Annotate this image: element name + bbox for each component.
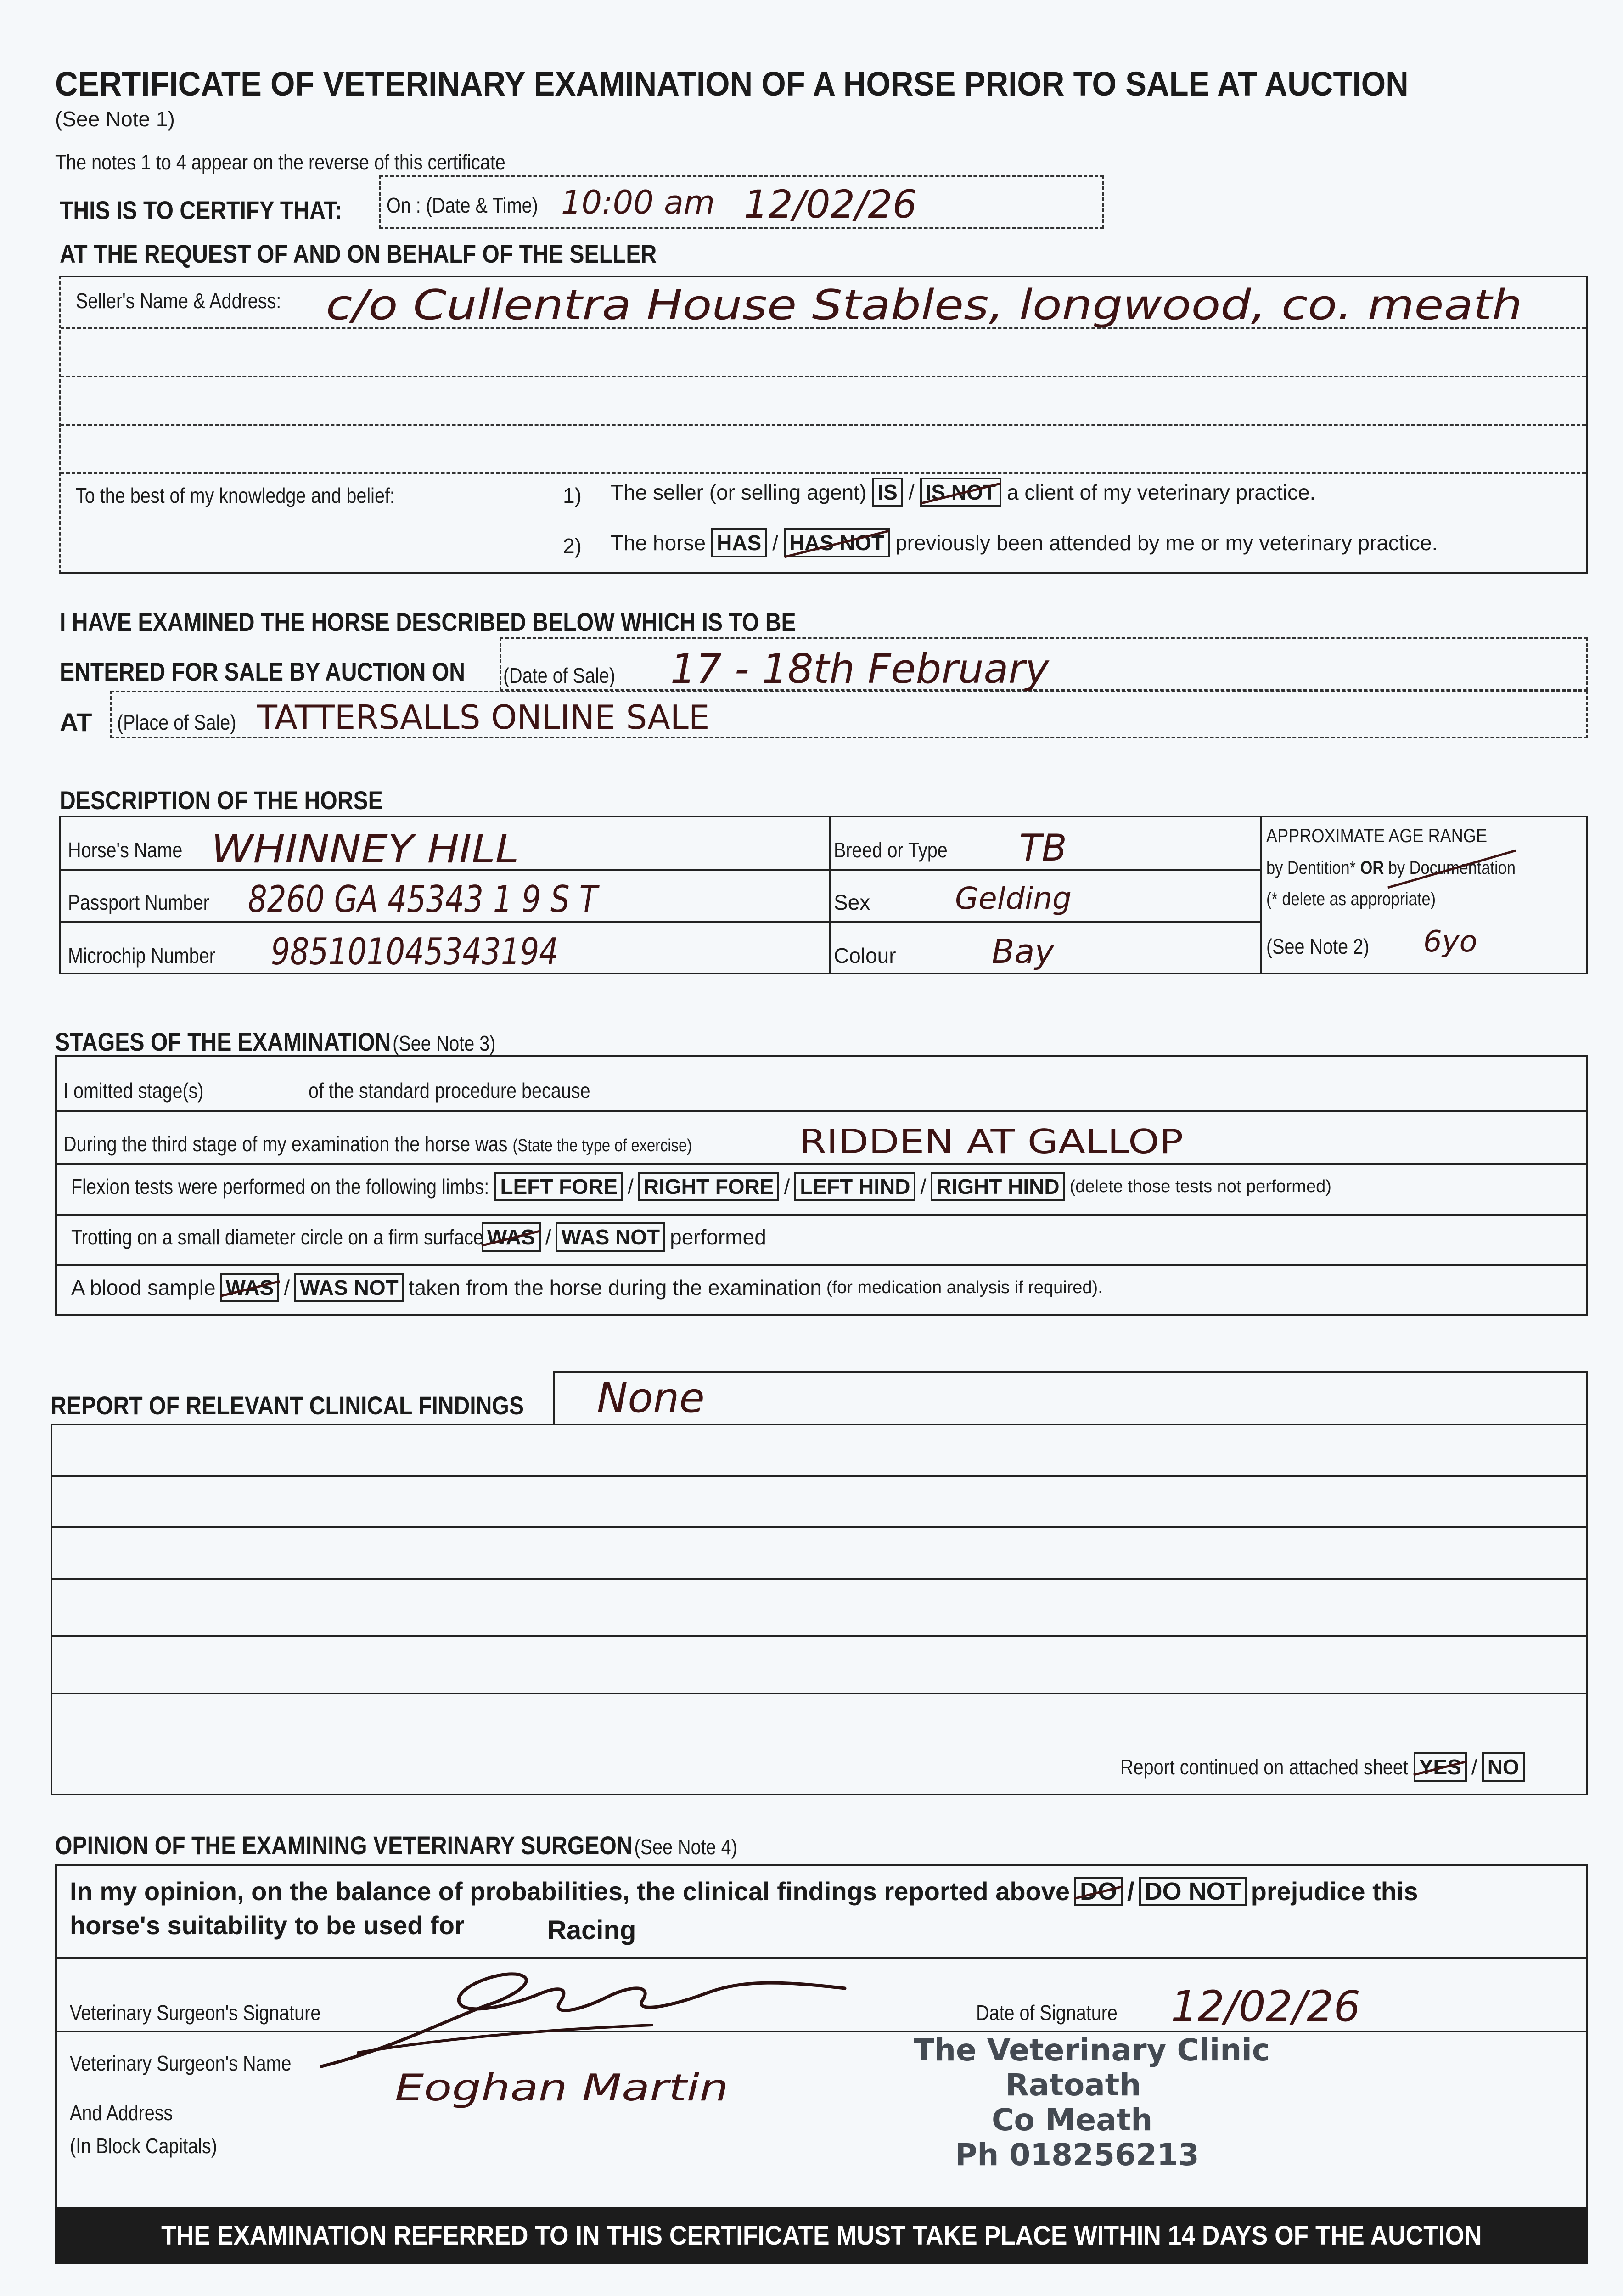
clinic-stamp-line-1: The Veterinary Clinic xyxy=(914,2032,1270,2068)
stages-line-4 xyxy=(55,1264,1588,1266)
signature-date-value: 12/02/26 xyxy=(1171,1982,1361,2031)
address-label: And Address xyxy=(70,2101,173,2125)
intended-use-value: Racing xyxy=(547,1915,636,1945)
age-range-heading: APPROXIMATE AGE RANGE xyxy=(1266,825,1488,846)
clinic-stamp-line-3: Co Meath xyxy=(992,2102,1153,2138)
description-divider-2 xyxy=(1260,816,1262,974)
do-not-option[interactable]: DO NOT xyxy=(1139,1877,1247,1906)
description-row-line-2 xyxy=(59,921,1261,923)
colour-value: Bay xyxy=(992,932,1055,971)
sex-value: Gelding xyxy=(955,881,1072,916)
breed-label: Breed or Type xyxy=(834,838,948,862)
microchip-label: Microchip Number xyxy=(68,944,215,968)
surgeon-name-value: Eoghan Martin xyxy=(395,2066,729,2109)
right-hind-option[interactable]: RIGHT HIND xyxy=(931,1172,1065,1201)
description-divider-1 xyxy=(829,816,831,974)
surgeon-name-label: Veterinary Surgeon's Name xyxy=(70,2051,292,2075)
microchip-value: 985101045343194 xyxy=(271,930,559,973)
signature-label: Veterinary Surgeon's Signature xyxy=(70,2001,321,2025)
seller-client-row: The seller (or selling agent) IS / IS NOT a client of my veterinary practice. xyxy=(611,478,1315,507)
age-delete-note: (* delete as appropriate) xyxy=(1266,889,1436,909)
sale-date-value: 17 - 18th February xyxy=(670,645,1049,692)
place-of-sale-label: (Place of Sale) xyxy=(117,710,236,734)
exam-time-value: 10:00 am xyxy=(561,184,715,221)
seller-line-3 xyxy=(61,424,1586,426)
horse-name-label: Horse's Name xyxy=(68,838,183,862)
stages-line-1 xyxy=(55,1110,1588,1112)
opinion-heading: OPINION OF THE EXAMINING VETERINARY SURGEON (See Note 4) xyxy=(55,1831,737,1860)
blood-sample-row: A blood sample WAS / WAS NOT taken from the horse during the examination (for medication analysis if required). xyxy=(71,1273,1103,1302)
continued-no-option[interactable]: NO xyxy=(1482,1752,1525,1782)
seller-heading: AT THE REQUEST OF AND ON BEHALF OF THE SELLER xyxy=(60,239,657,268)
report-line-1 xyxy=(51,1475,1588,1477)
stages-line-2 xyxy=(55,1163,1588,1165)
item-1-number: 1) xyxy=(563,484,582,507)
date-of-signature-label: Date of Signature xyxy=(976,2001,1118,2025)
knowledge-label: To the best of my knowledge and belief: xyxy=(76,484,395,507)
left-fore-option[interactable]: LEFT FORE xyxy=(494,1172,623,1201)
stages-line-3 xyxy=(55,1214,1588,1216)
horse-attended-row: The horse HAS / HAS NOT previously been attended by me or my veterinary practice. xyxy=(611,528,1438,557)
exam-date-value: 12/02/26 xyxy=(744,182,917,227)
on-date-time-label: On : (Date & Time) xyxy=(387,193,538,217)
by-documentation-option[interactable]: by Documentation xyxy=(1388,858,1516,878)
third-stage-label: During the third stage of my examination the horse was (State the type of exercise) xyxy=(63,1132,692,1156)
third-stage-value: RIDDEN AT GALLOP xyxy=(799,1122,1184,1161)
report-line-5 xyxy=(51,1693,1588,1694)
seller-name-value: c/o Cullentra House Stables, longwood, co. meath xyxy=(326,281,1522,329)
continued-yes-option[interactable]: YES xyxy=(1414,1752,1467,1782)
see-note-1: (See Note 1) xyxy=(55,107,175,131)
report-continued-row: Report continued on attached sheet YES / NO xyxy=(1120,1752,1525,1782)
trot-was-option[interactable]: WAS xyxy=(482,1222,541,1252)
omitted-stages-label: I omitted stage(s) xyxy=(63,1079,204,1103)
has-option[interactable]: HAS xyxy=(711,528,767,557)
sex-label: Sex xyxy=(834,890,870,914)
seller-line-4 xyxy=(61,472,1586,474)
age-see-note: (See Note 2) xyxy=(1266,934,1370,958)
stages-heading: STAGES OF THE EXAMINATION (See Note 3) xyxy=(55,1027,496,1056)
passport-label: Passport Number xyxy=(68,890,209,914)
item-2-number: 2) xyxy=(563,534,582,558)
is-not-option[interactable]: IS NOT xyxy=(920,478,1001,507)
report-box xyxy=(51,1424,1588,1795)
age-value: 6yo xyxy=(1423,925,1477,959)
at-label: AT xyxy=(60,708,92,737)
sale-place-value: TATTERSALLS ONLINE SALE xyxy=(257,698,710,737)
veterinary-signature xyxy=(303,1961,891,2076)
has-not-option[interactable]: HAS NOT xyxy=(784,528,890,557)
blood-was-not-option[interactable]: WAS NOT xyxy=(294,1273,404,1302)
date-of-sale-label: (Date of Sale) xyxy=(503,664,616,687)
breed-value: TB xyxy=(1019,827,1067,869)
horse-name-value: WHINNEY HILL xyxy=(211,827,519,872)
clinic-stamp-line-2: Ratoath xyxy=(1005,2067,1141,2103)
footer-banner xyxy=(55,2207,1588,2264)
seller-line-2 xyxy=(61,376,1586,377)
trotting-row: Trotting on a small diameter circle on a firm surface WAS / WAS NOT performed xyxy=(71,1222,766,1252)
clinic-stamp-line-4: Ph 018256213 xyxy=(955,2137,1199,2172)
footer-text: THE EXAMINATION REFERRED TO IN THIS CERTIFICATE MUST TAKE PLACE WITHIN 14 DAYS OF THE AUCTION xyxy=(161,2220,1482,2251)
colour-label: Colour xyxy=(834,944,896,968)
passport-value: 8260 GA 45343 1 9 S T xyxy=(248,878,598,921)
notes-line: The notes 1 to 4 appear on the reverse of this certificate xyxy=(55,150,505,174)
is-option[interactable]: IS xyxy=(872,478,903,507)
seller-name-label: Seller's Name & Address: xyxy=(76,289,281,313)
certify-label: THIS IS TO CERTIFY THAT: xyxy=(60,196,343,225)
certificate-title: CERTIFICATE OF VETERINARY EXAMINATION OF A HORSE PRIOR TO SALE AT AUCTION xyxy=(55,65,1409,103)
flexion-row: Flexion tests were performed on the following limbs: LEFT FORE / RIGHT FORE / LEFT HIND / RIGHT HIND (delete those tests not performed) xyxy=(71,1172,1331,1201)
report-line-4 xyxy=(51,1635,1588,1637)
report-line-2 xyxy=(51,1526,1588,1528)
report-title-box xyxy=(553,1371,1588,1425)
block-capitals-note: (In Block Capitals) xyxy=(70,2134,217,2158)
opinion-line-1-row: In my opinion, on the balance of probabilities, the clinical findings reported above DO / DO NOT prejudice this xyxy=(70,1877,1418,1906)
omitted-because-label: of the standard procedure because xyxy=(309,1079,590,1103)
report-heading: REPORT OF RELEVANT CLINICAL FINDINGS xyxy=(51,1391,524,1420)
left-hind-option[interactable]: LEFT HIND xyxy=(794,1172,915,1201)
trot-was-not-option[interactable]: WAS NOT xyxy=(556,1222,665,1252)
do-option[interactable]: DO xyxy=(1074,1877,1123,1906)
blood-was-option[interactable]: WAS xyxy=(220,1273,280,1302)
opinion-line-1 xyxy=(55,1957,1588,1959)
age-method-row: by Dentition* OR by Documentation xyxy=(1266,858,1516,878)
right-fore-option[interactable]: RIGHT FORE xyxy=(638,1172,780,1201)
opinion-line-2: horse's suitability to be used for xyxy=(70,1911,465,1940)
description-heading: DESCRIPTION OF THE HORSE xyxy=(60,786,383,815)
report-line-3 xyxy=(51,1578,1588,1580)
entered-for-sale-heading: ENTERED FOR SALE BY AUCTION ON xyxy=(60,657,465,686)
clinical-findings-value: None xyxy=(597,1374,705,1422)
examined-heading: I HAVE EXAMINED THE HORSE DESCRIBED BELOW WHICH IS TO BE xyxy=(60,608,796,636)
